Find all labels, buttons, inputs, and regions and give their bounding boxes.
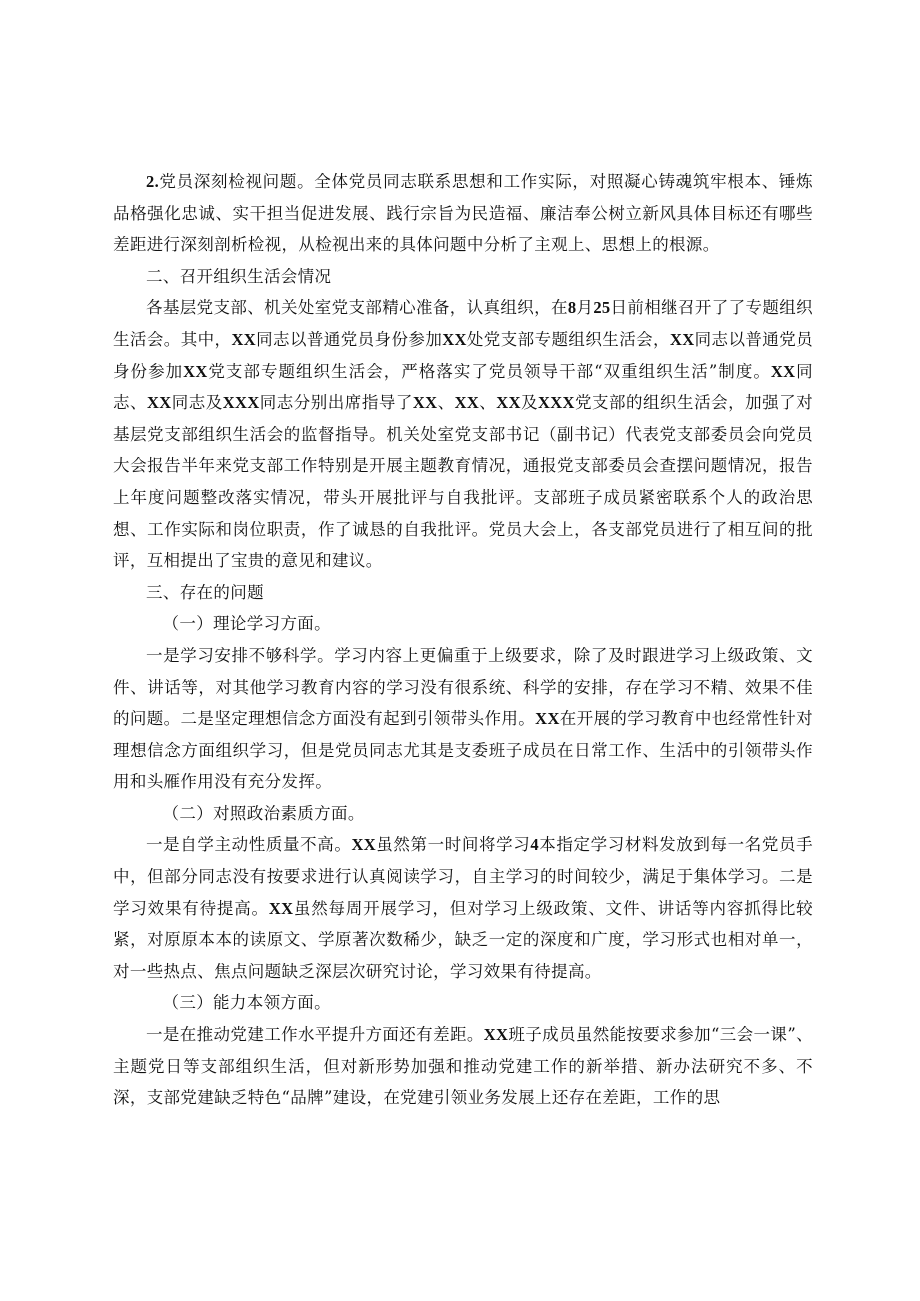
- text-run: 一是在推动党建工作水平提升方面还有差距。: [146, 1025, 484, 1045]
- bold-run: XX: [231, 329, 257, 349]
- bold-run: XX: [496, 393, 521, 413]
- bold-run: XX: [351, 835, 377, 855]
- text-run: 党支部的组织生活会，加强了对基层党支部组织生活会的监督指导。机关处室党支部书记（副书记）代表党支部委员会向党员大会报告半年来党支部工作特别是开展主题教育情况，通报党支部委员会查摆问题情况，报告上年度问题整改落实情况，带头开展批评与自我批评。支部班子成员紧密联系个人的政治思想、工作实际和岗位职责，作了诚恳的自我批评。党员大会上，各支部党员进行了相互间的批评，互相提出了宝贵的意见和建议。: [113, 393, 813, 571]
- text-run: 月: [576, 298, 594, 318]
- bold-run: 25: [593, 298, 611, 318]
- text-run: 虽然每周开展学习，但对学习上级政策、文件、讲话等内容抓得比较紧，对原原本本的读原文、学原著次数稀少，缺乏一定的深度和广度，学习形式也相对单一，对一些热点、焦点问题缺乏深层次研究讨论，学习效果有待提高。: [113, 898, 813, 981]
- bold-run: XX: [454, 393, 480, 413]
- bold-run: XX: [147, 393, 172, 413]
- document-page: [113, 166, 813, 1114]
- text-run: 一是自学主动性质量不高。: [146, 835, 352, 855]
- bold-run: XX: [770, 361, 796, 381]
- text-run: 班子成员虽然能按要求参加“三会一课”、主题党日等支部组织生活，但对新形势加强和推动党建工作的新举措、新办法研究不多、不深，支部党建缺乏特色“品牌”建设，在党建引领业务发展上还存在差距，工作的思: [113, 1025, 813, 1108]
- paragraph-3: [113, 640, 813, 798]
- subsection-heading-1: （一）理论学习方面。: [162, 614, 331, 634]
- text-run: 及: [520, 393, 539, 413]
- paragraph-2: [113, 292, 813, 576]
- bold-run: XX: [268, 898, 294, 918]
- bold-run: XX: [412, 393, 438, 413]
- bold-run: XX: [183, 361, 208, 381]
- text-run: 、: [479, 393, 497, 413]
- text-run: 同志、: [113, 361, 813, 413]
- text-run: 本指定学习材料发放到每一名党员手中，但部分同志没有按要求进行认真阅读学习，自主学习的时间较少，满足于集体学习。二是学习效果有待提高。: [113, 835, 813, 918]
- bold-run: 4: [530, 835, 540, 855]
- subsection-heading-3: （三）能力本领方面。: [162, 993, 331, 1013]
- bold-run: XX: [535, 709, 560, 729]
- text-run: 各基层党支部、机关处室党支部精心准备，认真组织，在: [146, 298, 568, 318]
- bold-run: XX: [669, 329, 695, 349]
- text-run: 、: [437, 393, 455, 413]
- paragraph-4: [113, 829, 813, 987]
- paragraph-text: 党员深刻检视问题。全体党员同志联系思想和工作实际，对照凝心铸魂筑牢根本、锤炼品格强化忠诚、实干担当促进发展、践行宗旨为民造福、廉洁奉公树立新风具体目标还有哪些差距进行深刻剖析检视，从检视出来的具体问题中分析了主观上、思想上的根源。: [113, 172, 813, 255]
- bold-run: 8: [567, 298, 577, 318]
- item-number: 2.: [146, 172, 160, 191]
- text-run: 同志分别出席指导了: [259, 393, 413, 413]
- section-heading-3: 三、存在的问题: [146, 582, 264, 602]
- text-run: 同志及: [171, 393, 223, 413]
- subsection-heading-2: （二）对照政治素质方面。: [162, 803, 365, 823]
- text-run: 同志以普通党员身份参加: [256, 329, 443, 349]
- paragraph-5: [113, 1019, 813, 1114]
- bold-run: XXX: [222, 393, 260, 413]
- paragraph-1: [113, 166, 813, 261]
- bold-run: XX: [442, 329, 467, 349]
- text-run: 处党支部专题组织生活会，: [466, 329, 670, 349]
- text-run: 同志以普通党员身份参加: [113, 329, 814, 381]
- text-run: 党支部专题组织生活会，严格落实了党员领导干部“双重组织生活”制度。: [207, 361, 771, 381]
- text-run: 在开展的学习教育中也经常性针对理想信念方面组织学习，但是党员同志尤其是支委班子成员在日常工作、生活中的引领带头作用和头雁作用没有充分发挥。: [113, 709, 814, 792]
- section-heading-2: 二、召开组织生活会情况: [146, 266, 332, 286]
- text-run: 虽然第一时间将学习: [376, 835, 531, 855]
- bold-run: XX: [483, 1025, 509, 1045]
- bold-run: XXX: [538, 393, 575, 413]
- text-run: 一是学习安排不够科学。学习内容上更偏重于上级要求，除了及时跟进学习上级政策、文件、讲话等，对其他学习教育内容的学习没有很系统、科学的安排，存在学习不精、效果不佳的问题。二是坚定理想信念方面没有起到引领带头作用。: [113, 645, 813, 729]
- text-run: 日前相继召开了了专题组织生活会。其中，: [113, 298, 814, 349]
